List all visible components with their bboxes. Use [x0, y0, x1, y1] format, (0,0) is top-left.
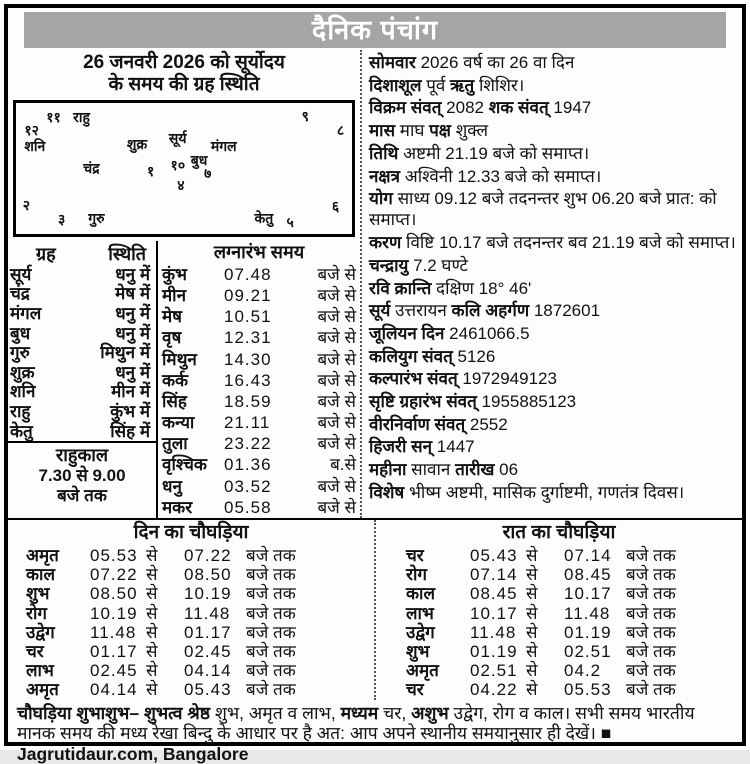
se-label: से — [146, 584, 184, 603]
planet-position: मेष में — [115, 284, 150, 304]
se-label: से — [526, 680, 564, 699]
detail-text: सोमवार — [369, 53, 416, 72]
detail-text: कल्पारंभ संवत् — [369, 369, 458, 388]
day-chaughadiya-rows — [8, 546, 374, 700]
lagna-start-time: 23.22 — [224, 433, 280, 454]
lagna-start-time: 14.30 — [224, 349, 280, 370]
chart-label: ४ — [177, 176, 184, 195]
detail-text: करण — [369, 233, 401, 252]
chaughadiya-row — [8, 680, 374, 699]
chaughadiya-name: रोग — [406, 565, 470, 584]
end-time: 02.45 — [184, 642, 246, 661]
detail-line — [369, 391, 738, 412]
detail-text: दिशाशूल — [369, 76, 421, 95]
end-time: 08.45 — [564, 565, 626, 584]
tak-label: बजे तक — [626, 680, 732, 699]
end-time: 08.50 — [184, 565, 246, 584]
end-time: 10.17 — [564, 584, 626, 603]
chaughadiya-row — [376, 584, 742, 603]
graha-row — [8, 304, 156, 324]
end-time: 11.48 — [564, 604, 626, 623]
graha-row — [8, 422, 156, 442]
lagna-suffix: बजे से — [280, 497, 356, 518]
tak-label: बजे तक — [246, 680, 364, 699]
end-time: 07.22 — [184, 546, 246, 565]
chart-label: राहु — [73, 108, 90, 127]
start-time: 02.51 — [470, 661, 526, 680]
night-chaughadiya-title: रात का चौघड़िया — [376, 521, 742, 546]
rahukaal-box — [8, 441, 156, 506]
se-label: से — [146, 604, 184, 623]
lagna-start-time: 03.52 — [224, 476, 280, 497]
tak-label: बजे तक — [246, 546, 364, 565]
rashi-name: सिंह — [162, 391, 224, 412]
planet-name: गुरु — [10, 343, 30, 363]
detail-text: रवि क्रान्ति — [369, 279, 431, 298]
lagna-suffix: बजे से — [280, 349, 356, 370]
chaughadiya-name: काल — [406, 584, 470, 603]
detail-text: विक्रम संवत् — [369, 98, 441, 117]
detail-text: दक्षिण 18° 46' — [431, 279, 531, 298]
chart-label: १० — [171, 156, 186, 175]
chart-label: ७ — [204, 164, 211, 183]
planet-name: बुध — [10, 324, 30, 344]
planet-name: मंगल — [10, 304, 41, 324]
start-time: 08.50 — [90, 584, 146, 603]
chaughadiya-row — [376, 642, 742, 661]
chaughadiya-name: उद्वेग — [406, 623, 470, 642]
page-title: दैनिक पंचांग — [24, 12, 726, 48]
detail-text: जूलियन दिन — [369, 324, 444, 343]
start-time: 05.53 — [90, 546, 146, 565]
tak-label: बजे तक — [246, 642, 364, 661]
detail-text: शुक्ल — [451, 121, 488, 140]
graha-table-header — [8, 241, 156, 265]
chart-label: शनि — [24, 137, 45, 156]
chaughadiya-name: लाभ — [406, 604, 470, 623]
detail-text: योग — [369, 189, 393, 208]
footer-note — [8, 700, 742, 764]
detail-text: सूर्य — [369, 301, 390, 320]
chaughadiya-row — [8, 546, 374, 565]
chaughadiya-row — [376, 546, 742, 565]
detail-line — [369, 188, 738, 230]
detail-text: सृष्टि ग्रहारंभ संवत् — [369, 392, 477, 411]
se-label: से — [146, 642, 184, 661]
chaughadiya-row — [8, 642, 374, 661]
detail-text: ऋतु — [450, 76, 474, 95]
se-label: से — [146, 565, 184, 584]
lagna-row — [158, 476, 360, 497]
planet-position: मिथुन में — [100, 343, 150, 363]
detail-text: नक्षत्र — [369, 167, 400, 186]
detail-text: शिशिर। — [474, 76, 524, 95]
tak-label: बजे तक — [626, 661, 732, 680]
start-time: 07.22 — [90, 565, 146, 584]
start-time: 10.19 — [90, 604, 146, 623]
footer-text: चौघड़िया शुभाशुभ– शुभत्व श्रेष्ठ — [17, 703, 210, 723]
chaughadiya-row — [8, 623, 374, 642]
night-chaughadiya — [376, 520, 742, 700]
chaughadiya-row — [8, 584, 374, 603]
lagna-suffix: ब.से — [280, 454, 356, 475]
panchang-details-column — [362, 50, 742, 518]
rashi-name: मीन — [162, 285, 224, 306]
start-time: 02.45 — [90, 661, 146, 680]
se-label: से — [146, 623, 184, 642]
detail-text: कलियुग संवत् — [369, 347, 453, 366]
chaughadiya-row — [376, 565, 742, 584]
se-label: से — [526, 623, 564, 642]
lagna-start-time: 18.59 — [224, 391, 280, 412]
footer-text: ■ Jagrutidaur.com, Bangalore — [17, 723, 611, 764]
detail-line — [369, 482, 738, 503]
rashi-name: तुला — [162, 433, 224, 454]
planet-name: केतु — [10, 422, 33, 442]
chaughadiya-name: रोग — [26, 604, 90, 623]
detail-line — [369, 323, 738, 344]
lagna-start-time: 10.51 — [224, 306, 280, 327]
graha-row — [8, 402, 156, 422]
planet-name: चंद्र — [10, 284, 30, 304]
detail-text: 1947 — [549, 98, 592, 117]
detail-text: वीरनिर्वाण संवत् — [369, 415, 465, 434]
planet-name: सूर्य — [10, 265, 31, 285]
detail-text: विष्टि 10.17 बजे तदनन्तर बव 21.19 बजे को समाप्त। — [401, 233, 736, 252]
footer-text: चर, — [378, 703, 411, 723]
chaughadiya-row — [8, 661, 374, 680]
rahukaal-suffix: बजे तक — [8, 486, 156, 506]
end-time: 10.19 — [184, 584, 246, 603]
graha-row — [8, 363, 156, 383]
tak-label: बजे तक — [246, 565, 364, 584]
chart-label: शुक्र — [127, 135, 147, 154]
graha-rows — [8, 265, 156, 441]
chart-label: चंद्र — [83, 159, 99, 178]
day-chaughadiya-title: दिन का चौघड़िया — [8, 521, 374, 546]
se-label: से — [526, 584, 564, 603]
lagna-start-time: 21.11 — [224, 412, 280, 433]
tak-label: बजे तक — [626, 546, 732, 565]
detail-line — [369, 97, 738, 118]
start-time: 07.14 — [470, 565, 526, 584]
chart-label: गुरु — [88, 209, 104, 228]
graha-header-sthiti: स्थिति — [108, 242, 146, 265]
night-chaughadiya-rows — [376, 546, 742, 700]
start-time: 05.43 — [470, 546, 526, 565]
detail-text: शक संवत् — [489, 98, 549, 117]
lagna-row — [158, 497, 360, 518]
rashi-name: मेष — [162, 306, 224, 327]
detail-line — [369, 255, 738, 276]
se-label: से — [526, 642, 564, 661]
chaughadiya-name: अमृत — [406, 661, 470, 680]
start-time: 11.48 — [90, 623, 146, 642]
start-time: 10.17 — [470, 604, 526, 623]
lagna-suffix: बजे से — [280, 433, 356, 454]
tak-label: बजे तक — [246, 661, 364, 680]
planet-position: धनु में — [115, 363, 150, 383]
start-time: 08.45 — [470, 584, 526, 603]
rashi-name: मकर — [162, 497, 224, 518]
graha-row — [8, 324, 156, 344]
lagna-row — [158, 433, 360, 454]
chart-label: केतु — [255, 209, 274, 228]
end-time: 04.14 — [184, 661, 246, 680]
footer-text: अशुभ — [411, 703, 449, 723]
lagna-row — [158, 306, 360, 327]
detail-text: मास — [369, 121, 395, 140]
footer-text: शुभ, अमृत व लाभ, — [210, 703, 340, 723]
lagna-start-time: 09.21 — [224, 285, 280, 306]
planet-name: राहु — [10, 402, 30, 422]
tak-label: बजे तक — [246, 623, 364, 642]
lagna-row — [158, 264, 360, 285]
detail-text: 1872601 — [529, 301, 600, 320]
detail-text: हिजरी सन् — [369, 437, 432, 456]
detail-text: पूर्व — [421, 76, 450, 95]
detail-text: 2461066.5 — [444, 324, 529, 343]
detail-line — [369, 143, 738, 164]
se-label: से — [146, 546, 184, 565]
se-label: से — [146, 661, 184, 680]
end-time: 02.51 — [564, 642, 626, 661]
rashi-name: कन्या — [162, 412, 224, 433]
chaughadiya-name: उद्वेग — [26, 623, 90, 642]
end-time: 01.17 — [184, 623, 246, 642]
left-column — [8, 50, 362, 518]
detail-line — [369, 166, 738, 187]
end-time: 05.53 — [564, 680, 626, 699]
graha-header-planet: ग्रह — [36, 242, 56, 265]
detail-text: साध्य 09.12 बजे तदनन्तर शुभ 06.20 बजे प्रात: को समाप्त। — [369, 189, 717, 229]
detail-text: 2552 — [465, 415, 508, 434]
detail-line — [369, 346, 738, 367]
end-time: 11.48 — [184, 604, 246, 623]
detail-text: 1955885123 — [477, 392, 576, 411]
detail-line — [369, 300, 738, 321]
lagna-row — [158, 349, 360, 370]
lagna-start-time: 07.48 — [224, 264, 280, 285]
chaughadiya-section — [8, 518, 742, 700]
se-label: से — [526, 604, 564, 623]
planet-position: कुंभ में — [110, 402, 150, 422]
chart-label: मंगल — [211, 137, 237, 156]
detail-text: तारीख — [455, 460, 494, 479]
lagna-suffix: बजे से — [280, 327, 356, 348]
chart-label: बुध — [191, 151, 208, 170]
end-time: 01.19 — [564, 623, 626, 642]
planet-name: शनि — [10, 382, 35, 402]
detail-line — [369, 436, 738, 457]
chart-label: ६ — [332, 197, 339, 216]
rashi-name: कुंभ — [162, 264, 224, 285]
lagna-suffix: बजे से — [280, 476, 356, 497]
graha-row — [8, 343, 156, 363]
chaughadiya-row — [376, 604, 742, 623]
detail-text: 2026 वर्ष का 26 वा दिन — [416, 53, 575, 72]
footer-text: मध्यम — [341, 703, 379, 723]
detail-line — [369, 414, 738, 435]
chaughadiya-name: शुभ — [26, 584, 90, 603]
detail-text: अश्विनी 12.33 बजे को समाप्त। — [400, 167, 601, 186]
rashi-name: वृष — [162, 327, 224, 348]
chaughadiya-name: चर — [406, 680, 470, 699]
chart-label: ५ — [286, 213, 293, 232]
chart-label: १२ — [24, 121, 39, 140]
rashi-name: धनु — [162, 476, 224, 497]
detail-line — [369, 120, 738, 141]
lagna-table — [158, 241, 360, 518]
chart-label: ३ — [58, 210, 65, 229]
planet-position: मीन में — [111, 382, 150, 402]
graha-chart-heading — [8, 50, 360, 98]
lagna-start-time: 05.58 — [224, 497, 280, 518]
tak-label: बजे तक — [626, 604, 732, 623]
rashi-name: कर्क — [162, 370, 224, 391]
planet-name: शुक्र — [10, 363, 35, 383]
chaughadiya-row — [376, 661, 742, 680]
end-time: 07.14 — [564, 546, 626, 565]
detail-line — [369, 278, 738, 299]
lagna-suffix: बजे से — [280, 370, 356, 391]
left-tables — [8, 241, 360, 518]
detail-text: 5126 — [453, 347, 496, 366]
detail-text: कलि अहर्गण — [452, 301, 530, 320]
detail-text: 1972949123 — [458, 369, 557, 388]
lagna-rows — [158, 264, 360, 518]
lagna-row — [158, 454, 360, 475]
lagna-table-header: लग्नारंभ समय — [158, 241, 360, 264]
graha-row — [8, 382, 156, 402]
detail-text: पक्ष — [429, 121, 451, 140]
graha-row — [8, 284, 156, 304]
detail-text: 2082 — [441, 98, 488, 117]
rashi-name: वृश्चिक — [162, 454, 224, 475]
lagna-suffix: बजे से — [280, 412, 356, 433]
lagna-start-time: 12.31 — [224, 327, 280, 348]
chart-label: ११ — [46, 108, 61, 127]
detail-line — [369, 459, 738, 480]
start-time: 04.14 — [90, 680, 146, 699]
day-chaughadiya — [8, 520, 376, 700]
chart-label: १ — [147, 162, 154, 181]
chaughadiya-row — [376, 623, 742, 642]
detail-text: तिथि — [369, 144, 398, 163]
se-label: से — [526, 565, 564, 584]
chaughadiya-name: शुभ — [406, 642, 470, 661]
tak-label: बजे तक — [626, 623, 732, 642]
lagna-suffix: बजे से — [280, 306, 356, 327]
chart-label: ८ — [337, 121, 344, 140]
lagna-suffix: बजे से — [280, 264, 356, 285]
detail-text: अष्टमी 21.19 बजे को समाप्त। — [398, 144, 589, 163]
tak-label: बजे तक — [626, 642, 732, 661]
detail-text: महीना — [369, 460, 406, 479]
detail-text: उत्तरायन — [390, 301, 451, 320]
lagna-suffix: बजे से — [280, 285, 356, 306]
se-label: से — [146, 680, 184, 699]
detail-text: माघ — [395, 121, 429, 140]
lagna-start-time: 16.43 — [224, 370, 280, 391]
kundali-chart — [13, 100, 355, 237]
se-label: से — [526, 661, 564, 680]
lagna-row — [158, 327, 360, 348]
lagna-row — [158, 370, 360, 391]
lagna-row — [158, 412, 360, 433]
chaughadiya-name: चर — [406, 546, 470, 565]
detail-line — [369, 75, 738, 96]
detail-text: भीष्म अष्टमी, मासिक दुर्गाष्टमी, गणतंत्र दिवस। — [404, 483, 684, 502]
rashi-name: मिथुन — [162, 349, 224, 370]
chart-label: ९ — [302, 107, 309, 126]
detail-line — [369, 232, 738, 253]
chaughadiya-name: लाभ — [26, 661, 90, 680]
planet-position: धनु में — [115, 304, 150, 324]
tak-label: बजे तक — [246, 584, 364, 603]
detail-line — [369, 52, 738, 73]
chart-label: सूर्य — [169, 129, 187, 148]
detail-text: सावान — [406, 460, 455, 479]
planet-position: धनु में — [115, 265, 150, 285]
graha-sthiti-table — [8, 241, 158, 518]
chaughadiya-name: अमृत — [26, 680, 90, 699]
top-section — [8, 50, 742, 518]
detail-text: 1447 — [432, 437, 475, 456]
start-time: 11.48 — [470, 623, 526, 642]
chaughadiya-name: अमृत — [26, 546, 90, 565]
graha-row — [8, 265, 156, 285]
start-time: 01.17 — [90, 642, 146, 661]
chaughadiya-name: काल — [26, 565, 90, 584]
detail-text: चन्द्रायु — [369, 256, 408, 275]
lagna-row — [158, 285, 360, 306]
tak-label: बजे तक — [626, 565, 732, 584]
heading-line2: के समय की ग्रह स्थिति — [108, 74, 259, 95]
footer-text: उद्वेग, रोग व काल। सभी समय भारतीय मानक समय की मध्य रेखा बिन्दु के आधार पर है अत: आप अपने स्थानीय समयानुसार ही देखें। — [17, 703, 695, 744]
start-time: 04.22 — [470, 680, 526, 699]
detail-text: 06 — [494, 460, 518, 479]
end-time: 04.2 — [564, 661, 626, 680]
heading-line1: 26 जनवरी 2026 को सूर्योदय — [83, 52, 285, 73]
tak-label: बजे तक — [246, 604, 364, 623]
lagna-suffix: बजे से — [280, 391, 356, 412]
rahukaal-title: राहुकाल — [8, 445, 156, 466]
end-time: 05.43 — [184, 680, 246, 699]
chaughadiya-row — [8, 604, 374, 623]
detail-text: 7.2 घण्टे — [408, 256, 468, 275]
lagna-row — [158, 391, 360, 412]
tak-label: बजे तक — [626, 584, 732, 603]
page-frame — [4, 4, 746, 746]
chart-label: २ — [23, 196, 30, 215]
detail-text: विशेष — [369, 483, 404, 502]
chaughadiya-name: चर — [26, 642, 90, 661]
chaughadiya-row — [376, 680, 742, 699]
rahukaal-time: 7.30 से 9.00 — [8, 466, 156, 486]
lagna-start-time: 01.36 — [224, 454, 280, 475]
se-label: से — [526, 546, 564, 565]
start-time: 01.19 — [470, 642, 526, 661]
planet-position: सिंह में — [110, 422, 150, 442]
planet-position: धनु में — [115, 324, 150, 344]
detail-line — [369, 368, 738, 389]
chaughadiya-row — [8, 565, 374, 584]
